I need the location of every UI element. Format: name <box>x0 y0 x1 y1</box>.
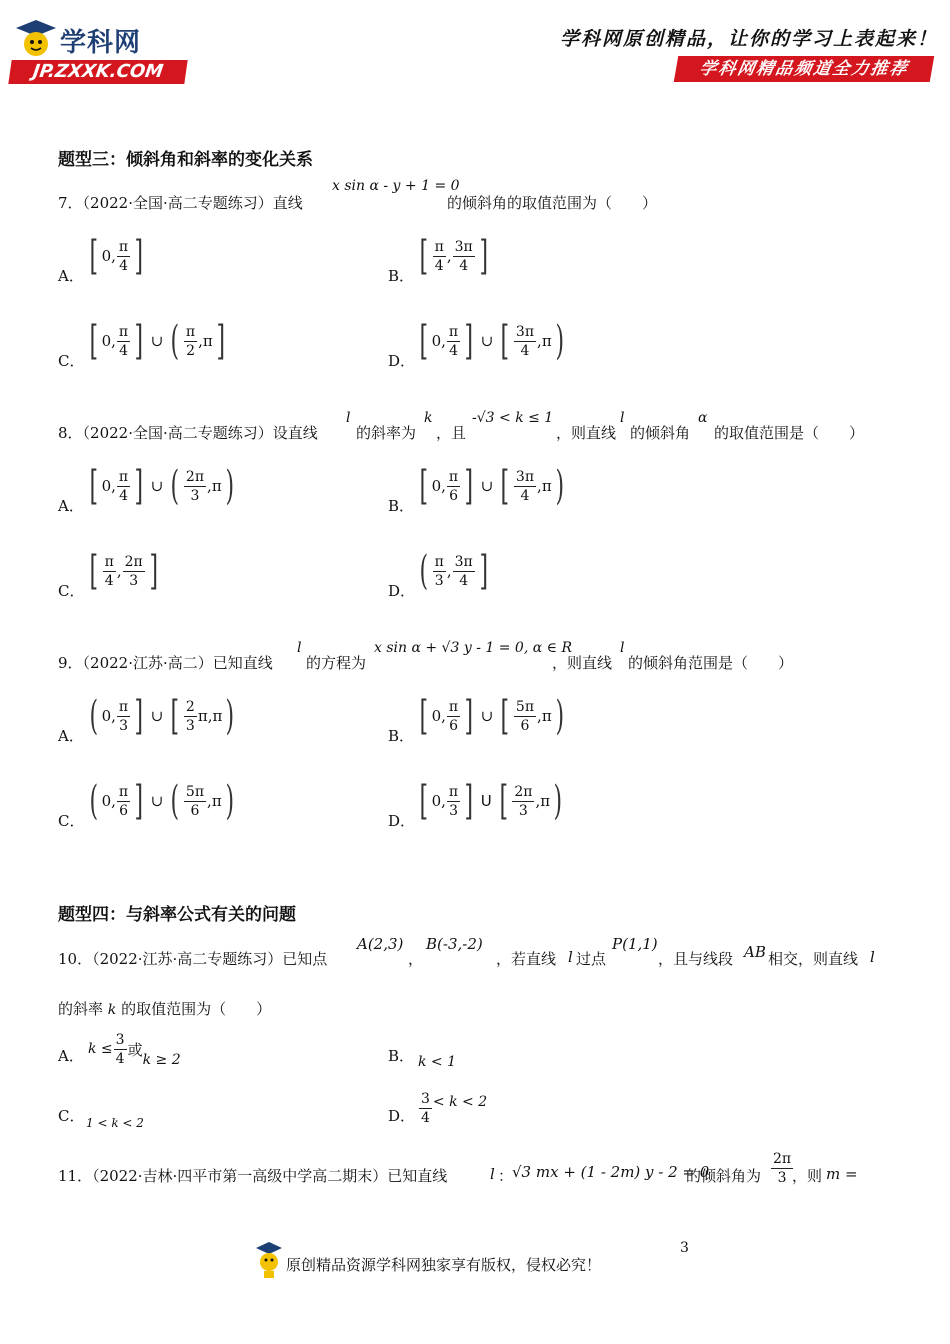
q10-point-b: B(-3,-2) <box>426 935 483 953</box>
q11-text: 的倾斜角为 <box>686 1167 762 1185</box>
question-8-stem: 8．（2022·全国·高二专题练习）设直线 <box>58 424 318 442</box>
q8-text: 的取值范围是（ ） <box>714 424 865 442</box>
q10-option-d[interactable]: $\frac{3}{4}$ < k < 2 <box>421 1091 488 1126</box>
option-label[interactable]: A． <box>58 267 84 285</box>
option-label[interactable]: B． <box>388 727 415 745</box>
question-11-stem: 11．（2022·吉林·四平市第一高级中学高二期末）已知直线 <box>58 1167 448 1185</box>
q9-var-l: l <box>620 640 625 656</box>
q9-text: 的倾斜角范围是（ ） <box>628 654 794 672</box>
q7-equation: x sin α - y + 1 = 0 <box>332 178 460 194</box>
q8-option-c[interactable]: [ $\frac{\pi}{4}$ , $\frac{2\pi}{3}$ ] <box>89 548 158 594</box>
q10-text: ，若直线 <box>496 950 557 968</box>
option-label[interactable]: A． <box>58 497 84 515</box>
option-label[interactable]: D． <box>388 1107 416 1125</box>
q7-option-a[interactable]: [ 0, $\frac{\pi}{4}$ ] <box>89 233 144 279</box>
section-title-3: 题型三：倾斜角和斜率的变化关系 <box>58 150 313 170</box>
q8-text: 的倾斜角 <box>630 424 691 442</box>
page-number: 3 <box>680 1240 689 1256</box>
q8-var-l: l <box>346 410 351 426</box>
question-10-stem: 10．（2022·江苏·高二专题练习）已知点 <box>58 950 328 968</box>
copyright-notice: 原创精品资源学科网独家享有版权，侵权必究！ <box>286 1256 602 1274</box>
q10-line2: 的斜率 k 的取值范围为（ ） <box>58 1000 272 1018</box>
q11-var-m: m = <box>826 1165 858 1183</box>
option-label[interactable]: C． <box>58 812 85 830</box>
q9-option-c[interactable]: ( 0, $\frac{\pi}{6}$ ] ∪ ( $\frac{5\pi}{6}$ , π ) <box>89 778 234 824</box>
q11-text: ，则 <box>792 1167 823 1185</box>
q7-option-b[interactable]: [ $\frac{\pi}{4}$ , $\frac{3\pi}{4}$ ] <box>419 233 488 279</box>
q10-segment-ab: AB <box>744 943 766 961</box>
question-7-stem <box>58 192 303 213</box>
option-label[interactable]: D． <box>388 582 416 600</box>
question-number: 7． <box>58 194 83 212</box>
q10-text: 相交，则直线 <box>768 950 859 968</box>
option-label[interactable]: A． <box>58 1047 84 1065</box>
option-label[interactable]: B． <box>388 497 415 515</box>
q11-colon: ： <box>498 1167 514 1185</box>
q11-angle: $\frac{2\pi}{3}$ <box>773 1151 792 1186</box>
q10-option-c[interactable]: 1 < k < 2 <box>86 1116 144 1130</box>
option-label[interactable]: C． <box>58 582 85 600</box>
q9-option-a[interactable]: ( 0, $\frac{\pi}{3}$ ] ∪ [ $\frac{2}{3}$ π,π ) <box>89 693 235 739</box>
question-source: （2022·全国·高二专题练习）直线 <box>82 194 303 212</box>
option-label[interactable]: A． <box>58 727 84 745</box>
q9-option-b[interactable]: [ 0, $\frac{\pi}{6}$ ] ∪ [ $\frac{5\pi}{6}$ , π ) <box>419 693 564 739</box>
q10-option-a[interactable]: k ≤ $\frac{3}{4}$ 或 k ≥ 2 <box>88 1031 181 1068</box>
option-label[interactable]: D． <box>388 812 416 830</box>
section-title-4: 题型四：与斜率公式有关的问题 <box>58 905 296 925</box>
q7-option-d[interactable]: [ 0, $\frac{\pi}{4}$ ] ∪ [ $\frac{3\pi}{4}$ , π ) <box>419 318 564 364</box>
q8-var-l: l <box>620 410 625 426</box>
q8-condition: -√3 < k ≤ 1 <box>472 410 554 426</box>
q8-text: ，且 <box>436 424 467 442</box>
q9-text: ，则直线 <box>552 654 613 672</box>
q9-var-l: l <box>297 640 302 656</box>
q11-equation: √3 mx + (1 - 2m) y - 2 = 0 <box>512 1163 710 1181</box>
q9-text: 的方程为 <box>306 654 367 672</box>
q10-point-p: P(1,1) <box>612 935 658 953</box>
q8-option-a[interactable]: [ 0, $\frac{\pi}{4}$ ] ∪ ( $\frac{2\pi}{3}$ , π ) <box>89 463 234 509</box>
q9-option-d[interactable]: [ 0, $\frac{\pi}{3}$ ] U [ $\frac{2\pi}{3}$ , π ) <box>419 778 563 824</box>
graduate-mascot-icon <box>10 18 58 62</box>
logo-text: 学科网 <box>60 28 142 58</box>
question-9-stem: 9．（2022·江苏·高二）已知直线 <box>58 654 273 672</box>
q8-option-d[interactable]: ( $\frac{\pi}{3}$ , $\frac{3\pi}{4}$ ] <box>419 548 488 594</box>
option-label[interactable]: D． <box>388 352 416 370</box>
slogan: 学科网原创精品，让你的学习上表起来！ <box>559 28 938 50</box>
q8-var-alpha: α <box>698 410 708 426</box>
q8-text: ，则直线 <box>556 424 617 442</box>
q10-var-l: l <box>568 948 573 966</box>
q8-var-k: k <box>424 410 433 426</box>
q10-var-l: l <box>870 948 875 966</box>
option-label[interactable]: B． <box>388 267 415 285</box>
q10-point-a: A(2,3) <box>357 935 404 953</box>
q10-text: 过点 <box>576 950 607 968</box>
q8-option-b[interactable]: [ 0, $\frac{\pi}{6}$ ] ∪ [ $\frac{3\pi}{4}$ , π ) <box>419 463 564 509</box>
option-label[interactable]: B． <box>388 1047 415 1065</box>
site-logo <box>10 18 190 88</box>
logo-url[interactable]: JP.ZXXK.COM <box>8 60 187 84</box>
q11-var-l: l <box>490 1165 495 1183</box>
option-label[interactable]: C． <box>58 352 85 370</box>
q8-text: 的斜率为 <box>356 424 417 442</box>
q10-text: ，且与线段 <box>658 950 734 968</box>
q7-option-c[interactable]: [ 0, $\frac{\pi}{4}$ ] ∪ ( $\frac{\pi}{2}$ , π ] <box>89 318 225 364</box>
banner: 学科网精品频道全力推荐 <box>674 56 935 82</box>
option-label[interactable]: C． <box>58 1107 85 1125</box>
q9-equation: x sin α + √3 y - 1 = 0, α ∈ R <box>374 640 572 656</box>
q10-option-b[interactable]: k < 1 <box>418 1054 457 1070</box>
graduate-mascot-icon <box>254 1240 284 1280</box>
q10-sep: ， <box>408 950 424 968</box>
q7-stem-tail: 的倾斜角的取值范围为（ ） <box>447 194 658 212</box>
